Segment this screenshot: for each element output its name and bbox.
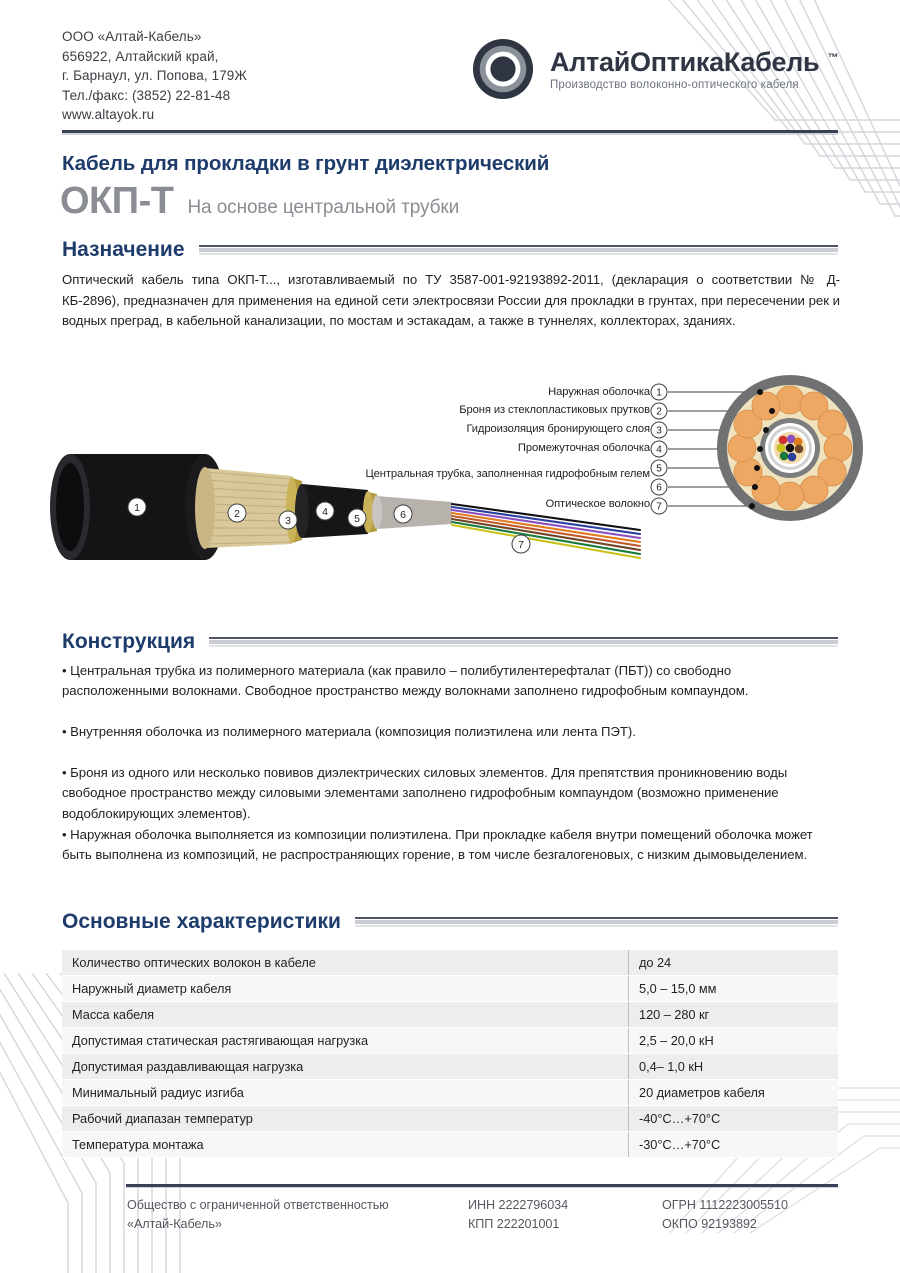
svg-text:6: 6 [400,509,406,521]
brand-name [550,47,839,77]
spec-value: 120 – 280 кг [629,1002,839,1028]
svg-text:1: 1 [656,387,662,399]
specs-heading-rule [355,917,838,927]
spec-value: 5,0 – 15,0 мм [629,976,839,1002]
svg-text:7: 7 [656,501,662,513]
footer-legal-line-1: Общество с ограниченной ответственностью [127,1198,389,1212]
footer-kpp: КПП 222201001 [468,1217,560,1231]
table-row [62,1106,838,1132]
construction-heading: Конструкция [62,630,196,653]
company-website-line: www.altayok.ru [62,107,155,122]
diagram-label-3: Гидроизоляция бронирующего слоя [466,423,650,435]
construction-item-1: • Центральная трубка из полимерного материала (как правило – полибутилентерефталат (ПБТ)) со свободно расположенными волокнами. Свободное пространство между волокнами заполнено гидрофобным компаундом. [62,663,749,699]
svg-text:1: 1 [134,502,140,514]
spec-value: -40°С…+70°С [629,1106,839,1132]
footer-legal-name [127,1196,457,1234]
product-model-row [60,179,459,223]
purpose-heading: Назначение [62,238,185,261]
spec-key: Температура монтажа [62,1132,629,1158]
svg-text:2: 2 [234,508,240,520]
specs-heading: Основные характеристики [62,910,341,933]
footer-inn: ИНН 2222796034 [468,1198,569,1212]
footer-okpo: ОКПО 92193892 [662,1217,757,1231]
diagram-label-2: Броня из стеклопластиковых прутков [459,404,650,416]
table-row [62,950,838,976]
purpose-text: Оптический кабель типа ОКП-Т..., изготавливаемый по ТУ 3587-001-92193892-2011, (декларация о соответствии № Д-КБ-2896), предназначен для применения на единой сети электросвязи России для прокладки в грунтах, при пересечении рек и водных преград, в кабельной канализации, по мостам и эстакадам, а также в туннелях, коллекторах, зданиях. [62,272,840,328]
table-row [62,1054,838,1080]
spec-value: 2,5 – 20,0 кН [629,1028,839,1054]
table-row [62,1080,838,1106]
spec-key: Минимальный радиус изгиба [62,1080,629,1106]
spec-value: 20 диаметров кабеля [629,1080,839,1106]
footer-divider-shadow [126,1187,838,1188]
purpose-heading-rule [199,245,838,255]
svg-text:6: 6 [656,482,662,494]
spec-value: 0,4– 1,0 кН [629,1054,839,1080]
product-title: Кабель для прокладки в грунт диэлектрический [62,152,550,175]
table-row [62,1132,838,1158]
company-street-line: г. Барнаул, ул. Попова, 179Ж [62,68,247,83]
svg-text:2: 2 [656,406,662,418]
svg-text:7: 7 [518,539,524,551]
page-header [0,0,900,140]
diagram-label-4: Промежуточная оболочка [517,442,650,454]
spec-key: Рабочий диапазан температур [62,1106,629,1132]
spec-key: Масса кабеля [62,1002,629,1028]
company-phone-line: Тел./факс: (3852) 22-81-48 [62,87,231,103]
construction-item-4: • Наружная оболочка выполняется из композиции полиэтилена. При прокладке кабеля внутри помещений оболочка может быть выполнена из композиций, не распространяющих горение, в том числе безгалогеновых, с низким дымовыделением. [62,827,813,863]
table-row [62,976,838,1002]
spec-key: Допустимая раздавливающая нагрузка [62,1054,629,1080]
diagram-label-5: Центральная трубка, заполненная гидрофобным гелем [365,468,650,480]
cable-construction-diagram [0,368,900,608]
svg-text:5: 5 [656,463,662,475]
svg-text:3: 3 [656,425,662,437]
diagram-leader-lines [0,368,900,608]
svg-text:3: 3 [285,515,291,527]
specifications-table [62,950,838,1158]
brand-name-text: АлтайОптикаКабель [550,47,820,77]
spec-key: Наружный диаметр кабеля [62,976,629,1002]
brand-logo [472,38,839,100]
diagram-label-1: Наружная оболочка [548,386,650,398]
concentric-ring-logo-icon [472,38,534,100]
diagram-label-7: Оптическое волокно [545,498,650,510]
company-name-line: ООО «Алтай-Кабель» [62,29,202,44]
purpose-heading-row [62,238,838,262]
construction-item-2: • Внутренняя оболочка из полимерного материала (композиция полиэтилена или лента ПЭТ). [62,724,636,739]
footer-registry-ids [662,1196,862,1234]
product-model-subtitle: На основе центральной трубки [187,197,460,218]
construction-heading-rule [209,637,838,647]
brand-tagline: Производство волоконно-оптического кабеля [550,79,799,91]
svg-text:4: 4 [322,506,328,518]
footer-legal-line-2: «Алтай-Кабель» [127,1217,222,1231]
construction-heading-row [62,630,838,654]
trademark-symbol: ™ [827,52,839,64]
svg-text:5: 5 [354,513,360,525]
header-divider-shadow [62,133,838,135]
spec-key: Количество оптических волокон в кабеле [62,950,629,976]
spec-value: -30°С…+70°С [629,1132,839,1158]
svg-text:4: 4 [656,444,662,456]
cable-cross-section [717,375,863,521]
spec-key: Допустимая статическая растягивающая нагрузка [62,1028,629,1054]
construction-item-3: • Броня из одного или несколько повивов диэлектрических силовых элементов. Для препятствия проникновению воды свободное пространство между силовыми элементами заполнено гидрофобным компаундом (возможно применение водоблокирующих элементов). [62,765,788,821]
spec-value: до 24 [629,950,839,976]
table-row [62,1002,838,1028]
specifications-table-body [62,950,838,1158]
table-row [62,1028,838,1054]
product-model: ОКП-Т [60,180,174,222]
footer-ogrn: ОГРН 1112223005510 [662,1198,788,1212]
company-postal-line: 656922, Алтайский край, [62,48,219,64]
specs-heading-row [62,910,838,934]
company-address-block [62,27,247,125]
footer-tax-ids [468,1196,648,1234]
